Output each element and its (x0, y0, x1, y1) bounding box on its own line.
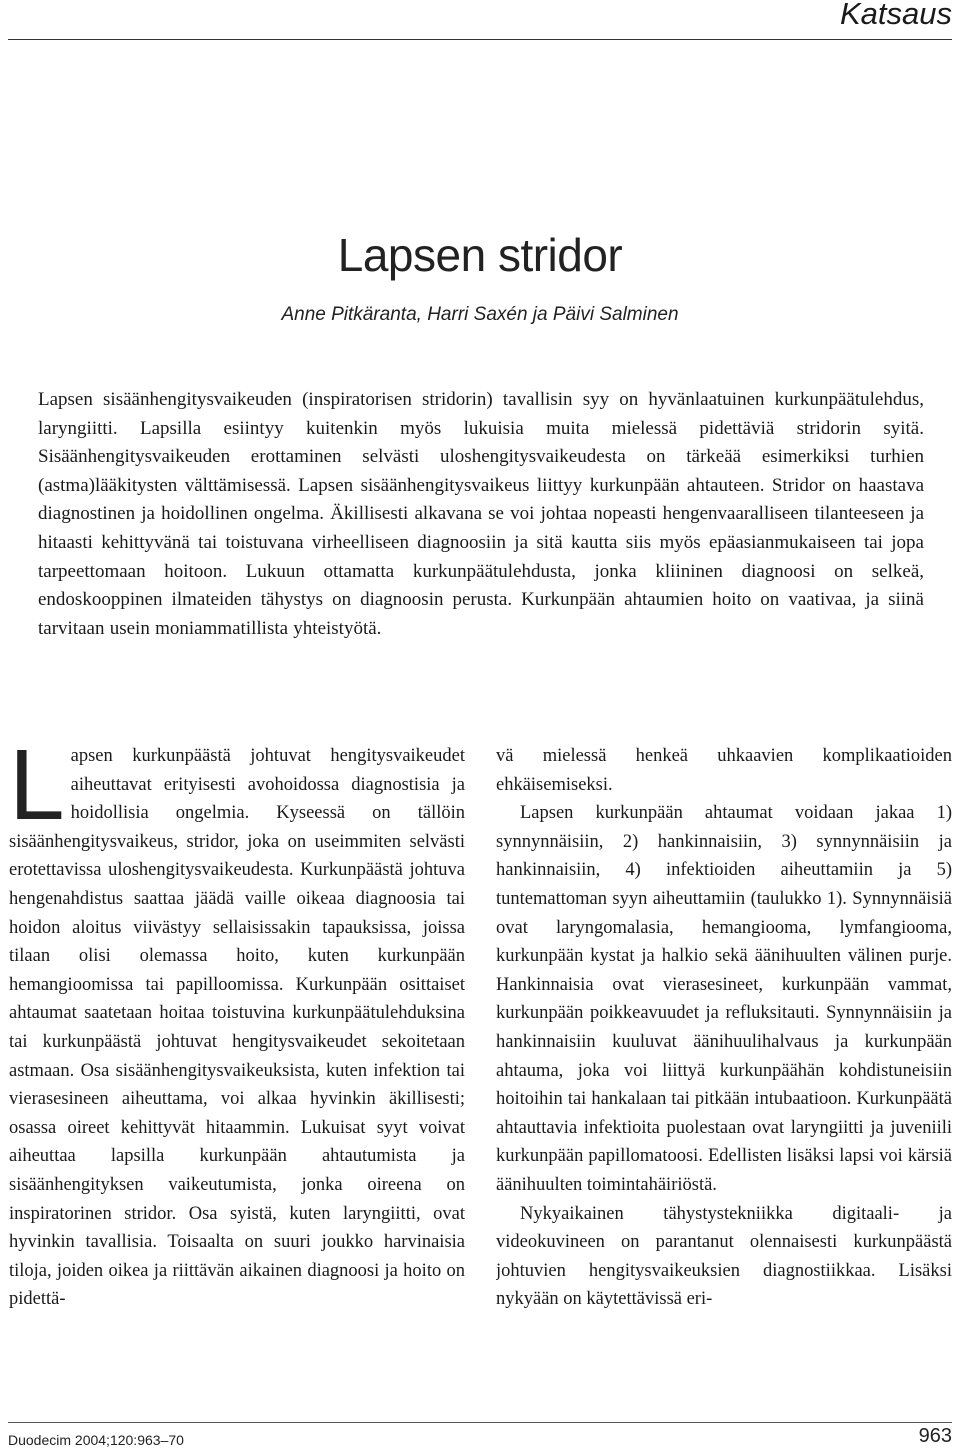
body-paragraph: vä mielessä henkeä uhkaavien komplikaatioiden ehkäisemiseksi. (496, 746, 952, 795)
header-divider (8, 39, 952, 40)
journal-citation: Duodecim 2004;120:963–70 (8, 1432, 184, 1448)
body-column-right (496, 742, 952, 1392)
drop-cap: L (9, 742, 65, 841)
body-paragraph: Lapsen kurkunpään ahtaumat voidaan jakaa 1) synnynnäisiin, 2) hankinnaisiin, 3) synnynnäisiin ja hankinnaisiin, 4) infektioiden aiheuttamiin ja 5) tuntemattoman syyn aiheuttamiin (taulukko 1). Synnynnäisiä ovat laryngomalasia, hemangiooma, lymfangiooma, kurkunpään kystat ja halkio sekä äänihuulten välinen purje. Hankinnaisia ovat vierasesineet, kurkunpään vammat, kurkunpään poikkeavuudet ja refluksitauti. Synnynnäisiin ja hankinnaisiin kuuluvat äänihuulihalvaus ja kurkunpään ahtauma, joka voi liittyä kurkunpäähän kohdistuneisiin hoitoihin tai hankalaan tai pitkään intubaatioon. Kurkunpäätä ahtauttavia infektioita puolestaan ovat laryngiitti ja juveniili kurkunpään papillomatoosi. Edellisten lisäksi lapsi voi kärsiä äänihuulten toimintahäiriöstä. (496, 803, 952, 1195)
footer-divider (8, 1422, 952, 1423)
body-paragraph (9, 742, 465, 1314)
body-column-left (9, 742, 465, 1392)
section-label: Katsaus (839, 0, 952, 31)
page-number: 963 (918, 1425, 952, 1447)
article-title: Lapsen stridor (337, 229, 623, 281)
body-paragraph: Nykyaikainen tähystystekniikka digitaali- ja videokuvineen on parantanut olennaisesti kurkunpäästä johtuvien hengitysvaikeuksien diagnostiikkaa. Lisäksi nykyään on käytettävissä eri- (496, 1203, 952, 1310)
body-paragraph-text: apsen kurkunpäästä johtuvat hengitysvaikeudet aiheuttavat erityisesti avohoidossa diagnostisia ja hoidollisia ongelmia. Kyseessä on tällöin sisäänhengitysvaikeus, stridor, joka on useimmiten selvästi erotettavissa uloshengitysvaikeudesta. Kurkunpäästä johtuva hengenahdistus saattaa jäädä vaille oikeaa diagnoosia tai hoidon aloitus viivästyy sellaisissakin tapauksissa, joissa tilaan olisi olemassa hoito, kuten kurkunpään hemangioomissa tai papilloomissa. Kurkunpään osittaiset ahtaumat saatetaan hoitaa toistuvina kurkunpäätulehduksina tai kurkunpäästä johtuvat hengitysvaikeudet sekoitetaan astmaan. Osa sisäänhengitysvaikeuksista, kuten infektion tai vierasesineen aiheuttama, voi alkaa hyvinkin äkillisesti; osassa oireet kehittyvät hitaammin. Lukuisat syyt voivat aiheuttaa lapsilla kurkunpään ahtautumista ja sisäänhengityksen vaikeutumista, jonka oireena on inspiratorinen stridor. Osa syistä, kuten laryngiitti, ovat hyvinkin tavallisia. Toisaalta on suuri joukko harvinaisia tiloja, joiden oikea ja riittävän aikainen diagnoosi ja hoito on pidettä- (9, 746, 465, 1310)
article-abstract: Lapsen sisäänhengitysvaikeuden (inspiratorisen stridorin) tavallisin syy on hyvänlaatuinen kurkunpäätulehdus, laryngiitti. Lapsilla esiintyy kuitenkin myös lukuisia muita mielessä pidettäviä stridorin syitä. Sisäänhengitysvaikeuden erottaminen selvästi uloshengitysvaikeudesta on tärkeää esimerkiksi turhien (astma)lääkitysten välttämisessä. Lapsen sisäänhengitysvaikeus liittyy kurkunpään ahtauteen. Stridor on haastava diagnostinen ja hoidollinen ongelma. Äkillisesti alkavana se voi johtaa nopeasti hengenvaaralliseen tilanteeseen ja hitaasti kehittyvänä tai toistuvana virheelliseen diagnoosiin ja sitä kautta siis myös epäasianmukaiseen tai jopa tarpeettomaan hoitoon. Lukuun ottamatta kurkunpäätulehdusta, jonka kliininen diagnoosi on selkeä, endoskooppinen ilmateiden tähystys on diagnoosin perusta. Kurkunpään ahtaumien hoito on vaativaa, ja siinä tarvitaan usein moniammatillista yhteistyötä. (38, 389, 924, 639)
article-authors: Anne Pitkäranta, Harri Saxén ja Päivi Salminen (281, 304, 679, 325)
